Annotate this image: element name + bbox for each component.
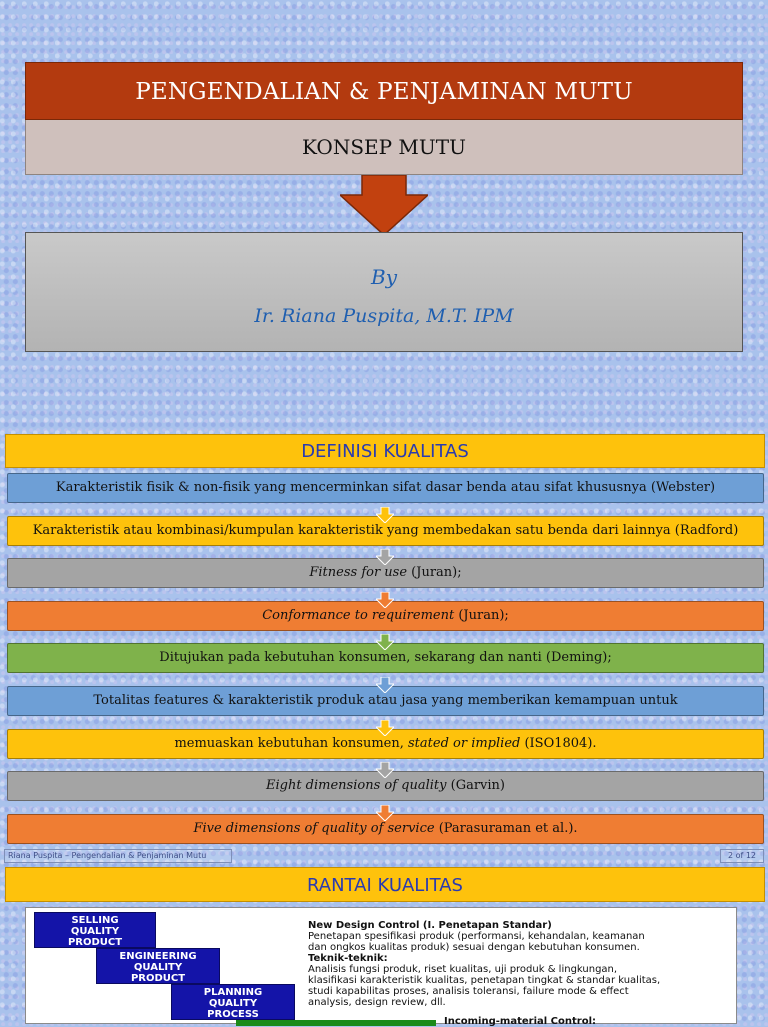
block-subtitle: Teknik-teknik: [308,953,388,964]
step-planning-quality-process [171,984,295,1020]
down-arrow-icon [376,507,394,523]
down-arrow-icon [376,805,394,821]
block-line: klasifikasi karakteristik kualitas, penetapan tingkat & standar kualitas, [308,975,661,986]
slide-subtitle: KONSEP MUTU [25,120,743,175]
step-selling-quality-product [34,912,156,948]
block-line: Analisis fungsi produk, riset kualitas, uji produk & lingkungan, [308,964,618,975]
definition-text: memuaskan kebutuhan konsumen, [174,736,408,751]
block-line: studi kapabilitas proses, analisis toleransi, failure mode & effect [308,986,629,997]
down-arrow-icon [340,175,428,235]
author-name: Ir. Riana Puspita, M.T. IPM [254,305,514,327]
down-arrow-icon [376,720,394,736]
definition-text: Five dimensions of quality of service [193,821,435,836]
page-number: 2 of 12 [720,849,764,863]
quality-chain-diagram [25,907,737,1027]
design-control-text [308,920,733,1008]
step-engineering-quality-product [96,948,220,984]
down-arrow-icon [376,634,394,650]
slide-title: PENGENDALIAN & PENJAMINAN MUTU [25,62,743,120]
by-label: By [371,265,397,289]
block-line: Penetapan spesifikasi produk (performansi, kehandalan, keamanan [308,931,645,942]
definition-text: Eight dimensions of quality [265,778,447,793]
step-line: QUALITY [70,926,120,937]
block-line: dan ongkos kualitas produk) sesuai dengan kebutuhan konsumen. [308,942,640,953]
down-arrow-icon [376,549,394,565]
definition-text: Fitness for use [309,565,408,580]
definition-text: stated or implied [408,736,521,751]
rantai-header: RANTAI KUALITAS [5,867,765,902]
definition-text: Karakteristik atau kombinasi/kumpulan karakteristik yang membedakan satu benda dari lainnya (Radford) [32,523,739,538]
step-line: QUALITY [133,962,183,973]
incoming-material-title: Incoming-material Control: [444,1016,596,1027]
step-line: PRODUCT [67,937,123,948]
definisi-header: DEFINISI KUALITAS [5,434,765,468]
definition-item [7,473,764,503]
definition-text: Conformance to requirement [262,608,455,623]
green-strip [236,1020,436,1026]
definition-text: Ditujukan pada kebutuhan konsumen, sekarang dan nanti (Deming); [159,650,612,665]
definition-text: (Garvin) [446,778,505,793]
down-arrow-icon [376,677,394,693]
definition-text: Totalitas features & karakteristik produk atau jasa yang memberikan kemampuan untuk [93,693,678,708]
step-line: PROCESS [207,1009,259,1020]
definition-text: (Juran); [454,608,509,623]
block-title: New Design Control (I. Penetapan Standar) [308,920,552,931]
footer-author: Riana Puspita – Pengendalian & Penjaminan Mutu [4,849,232,863]
definition-text: Karakteristik fisik & non-fisik yang mencerminkan sifat dasar benda atau sifat khususnya (Webster) [55,480,716,495]
step-line: SELLING [71,915,119,926]
definition-text: (Parasuraman et al.). [434,821,578,836]
step-line: PRODUCT [130,973,186,984]
definition-text: (ISO1804). [520,736,597,751]
step-line: ENGINEERING [119,951,197,962]
down-arrow-icon [376,762,394,778]
down-arrow-icon [376,592,394,608]
definition-text: (Juran); [407,565,462,580]
block-line: analysis, design review, dll. [308,997,446,1008]
step-line: QUALITY [208,998,258,1009]
step-line: PLANNING [203,987,263,998]
author-box [25,232,743,352]
